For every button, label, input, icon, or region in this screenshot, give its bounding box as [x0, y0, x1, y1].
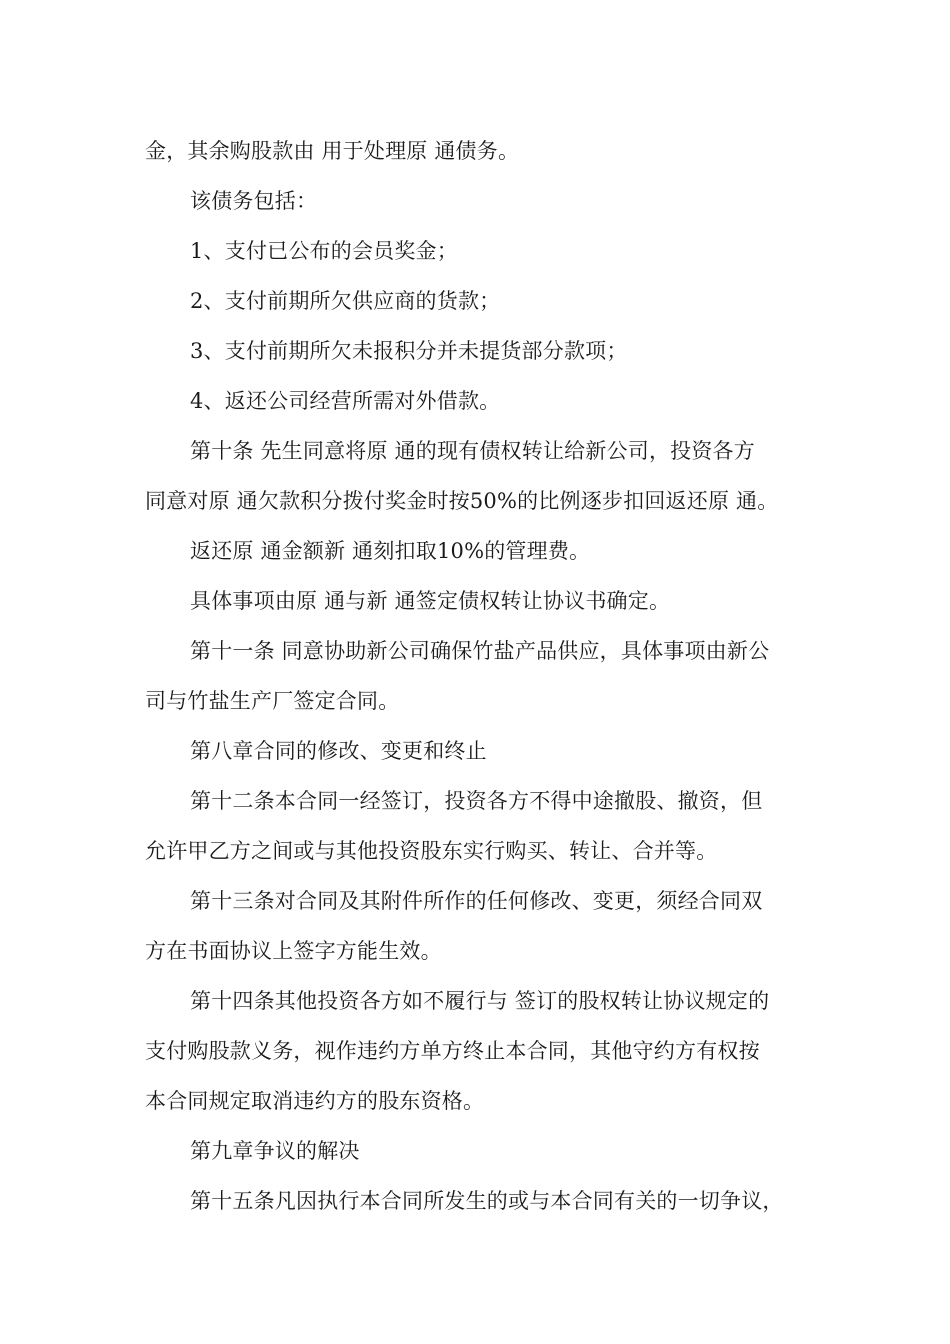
article-12-line-1: 第十二条本合同一经签订，投资各方不得中途撤股、撤资，但 [190, 789, 763, 813]
article-13-line-1: 第十三条对合同及其附件所作的任何修改、变更，须经合同双 [190, 889, 763, 913]
article-14-line-1: 第十四条其他投资各方如不履行与 签订的股权转让协议规定的 [190, 989, 770, 1013]
article-14-line-2: 支付购股款义务，视作违约方单方终止本合同，其他守约方有权按 [145, 1039, 760, 1063]
list-item-1: 1、支付已公布的会员奖金； [190, 239, 458, 263]
text-line-1: 金，其余购股款由 用于处理原 通债务。 [145, 139, 520, 163]
list-item-3: 3、支付前期所欠未报积分并未提货部分款项； [190, 339, 628, 363]
text-line-details: 具体事项由原 通与新 通签定债权转让协议书确定。 [190, 589, 671, 613]
article-10-line-1: 第十条 先生同意将原 通的现有债权转让给新公司，投资各方 [190, 439, 755, 463]
chapter-9-heading: 第九章争议的解决 [190, 1139, 360, 1163]
article-14-line-3: 本合同规定取消违约方的股东资格。 [145, 1089, 485, 1113]
article-12-line-2: 允许甲乙方之间或与其他投资股东实行购买、转让、合并等。 [145, 839, 718, 863]
article-13-line-2: 方在书面协议上签字方能生效。 [145, 939, 442, 963]
text-line-2: 该债务包括： [190, 189, 318, 213]
text-line-refund: 返还原 通金额新 通刻扣取10%的管理费。 [190, 539, 591, 563]
list-item-2: 2、支付前期所欠供应商的货款； [190, 289, 501, 313]
article-11-line-2: 司与竹盐生产厂签定合同。 [145, 689, 400, 713]
chapter-8-heading: 第八章合同的修改、变更和终止 [190, 739, 487, 763]
article-15-line-1: 第十五条凡因执行本合同所发生的或与本合同有关的一切争议， [190, 1189, 784, 1213]
article-10-line-2: 同意对原 通欠款积分拨付奖金时按50%的比例逐步扣回返还原 通。 [145, 489, 779, 513]
list-item-4: 4、返还公司经营所需对外借款。 [190, 389, 501, 413]
article-11-line-1: 第十一条 同意协助新公司确保竹盐产品供应，具体事项由新公 [190, 639, 770, 663]
